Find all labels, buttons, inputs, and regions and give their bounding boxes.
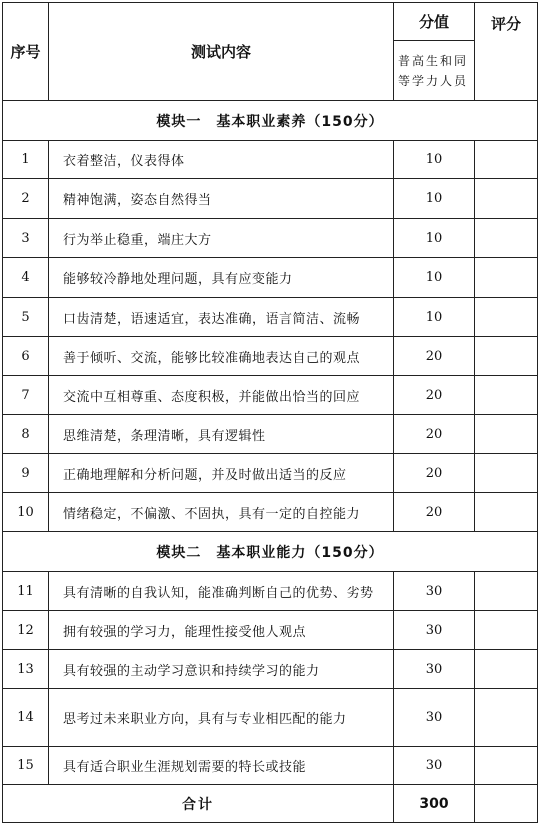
table-row [3,689,538,747]
row-number: 10 [3,493,49,532]
table-row [3,298,538,337]
table-row [3,179,538,219]
row-rating-cell[interactable] [475,376,538,415]
row-rating-cell[interactable] [475,747,538,785]
table-row [3,337,538,376]
row-number: 3 [3,219,49,258]
row-content: 正确地理解和分析问题，并及时做出适当的反应 [49,454,394,493]
row-score: 30 [394,650,475,689]
row-score: 20 [394,493,475,532]
table-row [3,454,538,493]
row-content: 能够较冷静地处理问题，具有应变能力 [49,258,394,298]
row-content: 具有清晰的自我认知，能准确判断自己的优势、劣势 [49,572,394,611]
row-content: 口齿清楚，语速适宜，表达准确，语言简洁、流畅 [49,298,394,337]
row-number: 14 [3,689,49,747]
header-rating: 评分 [475,3,538,101]
total-rating-cell[interactable] [475,785,538,823]
table-row [3,258,538,298]
row-content: 思维清楚，条理清晰，具有逻辑性 [49,415,394,454]
row-score: 30 [394,747,475,785]
row-rating-cell[interactable] [475,454,538,493]
total-value: 300 [394,785,475,823]
total-label: 合计 [3,785,394,823]
row-score: 10 [394,258,475,298]
row-score: 20 [394,415,475,454]
row-score: 10 [394,298,475,337]
scoring-table [2,2,538,823]
row-score: 30 [394,611,475,650]
row-number: 15 [3,747,49,785]
header-score-value: 分值 [394,3,475,41]
row-score: 10 [394,179,475,219]
row-rating-cell[interactable] [475,493,538,532]
row-content: 拥有较强的学习力，能理性接受他人观点 [49,611,394,650]
table-row [3,415,538,454]
table-row [3,376,538,415]
row-content: 交流中互相尊重、态度积极，并能做出恰当的回应 [49,376,394,415]
row-rating-cell[interactable] [475,298,538,337]
row-score: 20 [394,376,475,415]
row-number: 5 [3,298,49,337]
row-content: 行为举止稳重，端庄大方 [49,219,394,258]
header-content: 测试内容 [49,3,394,101]
table-row [3,219,538,258]
row-content: 衣着整洁，仪表得体 [49,141,394,179]
table-row [3,141,538,179]
table-row [3,747,538,785]
row-number: 7 [3,376,49,415]
row-content: 精神饱满，姿态自然得当 [49,179,394,219]
row-rating-cell[interactable] [475,689,538,747]
module-title: 模块一 基本职业素养（150分） [3,101,538,141]
row-number: 11 [3,572,49,611]
row-number: 8 [3,415,49,454]
row-number: 12 [3,611,49,650]
row-score: 20 [394,454,475,493]
row-score: 10 [394,219,475,258]
row-score: 20 [394,337,475,376]
row-content: 情绪稳定，不偏激、不固执，具有一定的自控能力 [49,493,394,532]
row-score: 30 [394,572,475,611]
row-number: 9 [3,454,49,493]
row-rating-cell[interactable] [475,650,538,689]
row-rating-cell[interactable] [475,219,538,258]
row-content: 思考过未来职业方向，具有与专业相匹配的能力 [49,689,394,747]
header-index: 序号 [3,3,49,101]
table-row [3,572,538,611]
row-rating-cell[interactable] [475,611,538,650]
row-score: 30 [394,689,475,747]
row-rating-cell[interactable] [475,179,538,219]
row-rating-cell[interactable] [475,141,538,179]
row-content: 具有较强的主动学习意识和持续学习的能力 [49,650,394,689]
table-row [3,611,538,650]
row-number: 1 [3,141,49,179]
module-title: 模块二 基本职业能力（150分） [3,532,538,572]
row-rating-cell[interactable] [475,258,538,298]
row-content: 善于倾听、交流，能够比较准确地表达自己的观点 [49,337,394,376]
row-number: 13 [3,650,49,689]
header-subgroup: 普高生和同等学力人员 [394,41,475,101]
table-row [3,493,538,532]
row-score: 10 [394,141,475,179]
row-rating-cell[interactable] [475,337,538,376]
row-number: 6 [3,337,49,376]
row-number: 2 [3,179,49,219]
table-row [3,650,538,689]
row-content: 具有适合职业生涯规划需要的特长或技能 [49,747,394,785]
row-rating-cell[interactable] [475,572,538,611]
row-number: 4 [3,258,49,298]
row-rating-cell[interactable] [475,415,538,454]
